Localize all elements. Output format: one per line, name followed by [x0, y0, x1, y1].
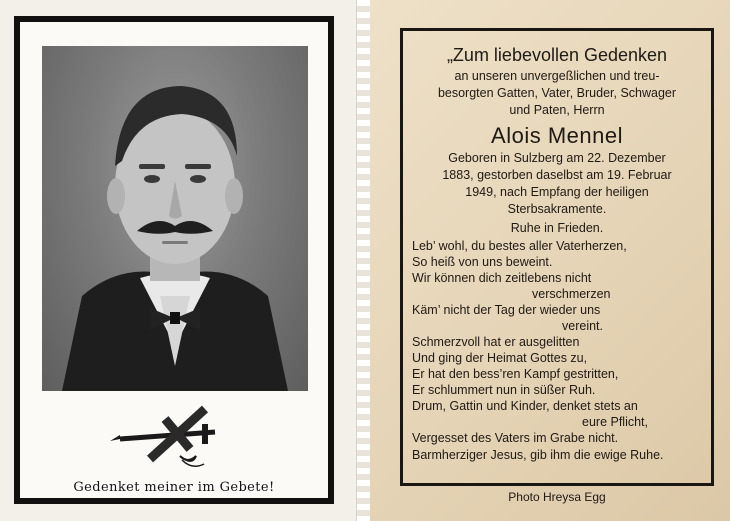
- poem-line: Käm’ nicht der Tag der wieder uns: [412, 303, 601, 317]
- poem-line: Barmherziger Jesus, gib ihm die ewige Ruhe.: [412, 448, 664, 462]
- left-card: [0, 0, 356, 521]
- poem-line: Leb’ wohl, du bestes aller Vaterherzen,: [412, 239, 627, 253]
- poem-line: vereint.: [562, 319, 603, 333]
- poem-line: Drum, Gattin und Kinder, denket stets an: [412, 399, 638, 413]
- deceased-name: Alois Mennel: [491, 123, 623, 148]
- rest-in-peace: Ruhe in Frieden.: [510, 221, 604, 235]
- heading: „Zum liebevollen Gedenken: [446, 45, 668, 65]
- poem-line: Und ging der Heimat Gottes zu,: [412, 351, 588, 365]
- poem-line: So heiß von uns beweint.: [412, 255, 553, 269]
- poem-line: Wir können dich zeitlebens nicht: [412, 271, 592, 285]
- photographer-credit: Photo Hreysa Egg: [508, 490, 606, 504]
- portrait-figure: [42, 46, 308, 391]
- intro-line: besorgten Gatten, Vater, Bruder, Schwager: [437, 86, 677, 100]
- birth-line: Sterbsakramente.: [507, 202, 607, 216]
- prayer-caption: Gedenket meiner im Gebete!: [73, 480, 275, 495]
- birth-line: 1949, nach Empfang der heiligen: [465, 185, 649, 199]
- intro-line: an unseren unvergeßlichen und treu-: [454, 69, 660, 83]
- poem-line: eure Pflicht,: [582, 415, 649, 429]
- poem-line: Er hat den bess’ren Kampf gestritten,: [412, 367, 619, 381]
- birth-line: Geboren in Sulzberg am 22. Dezember: [448, 151, 666, 165]
- right-card: [370, 0, 730, 521]
- intro-line: und Paten, Herrn: [509, 103, 605, 117]
- birth-line: 1883, gestorben daselbst am 19. Februar: [442, 168, 672, 182]
- poem-line: Schmerzvoll hat er ausgelitten: [412, 335, 580, 349]
- poem-line: verschmerzen: [532, 287, 611, 301]
- poem-line: Er schlummert nun in süßer Ruh.: [412, 383, 596, 397]
- cross-and-sword-emblem-icon: [110, 404, 230, 474]
- poem-line: Vergesset des Vaters im Grabe nicht.: [412, 431, 619, 445]
- portrait-photo: [42, 46, 308, 391]
